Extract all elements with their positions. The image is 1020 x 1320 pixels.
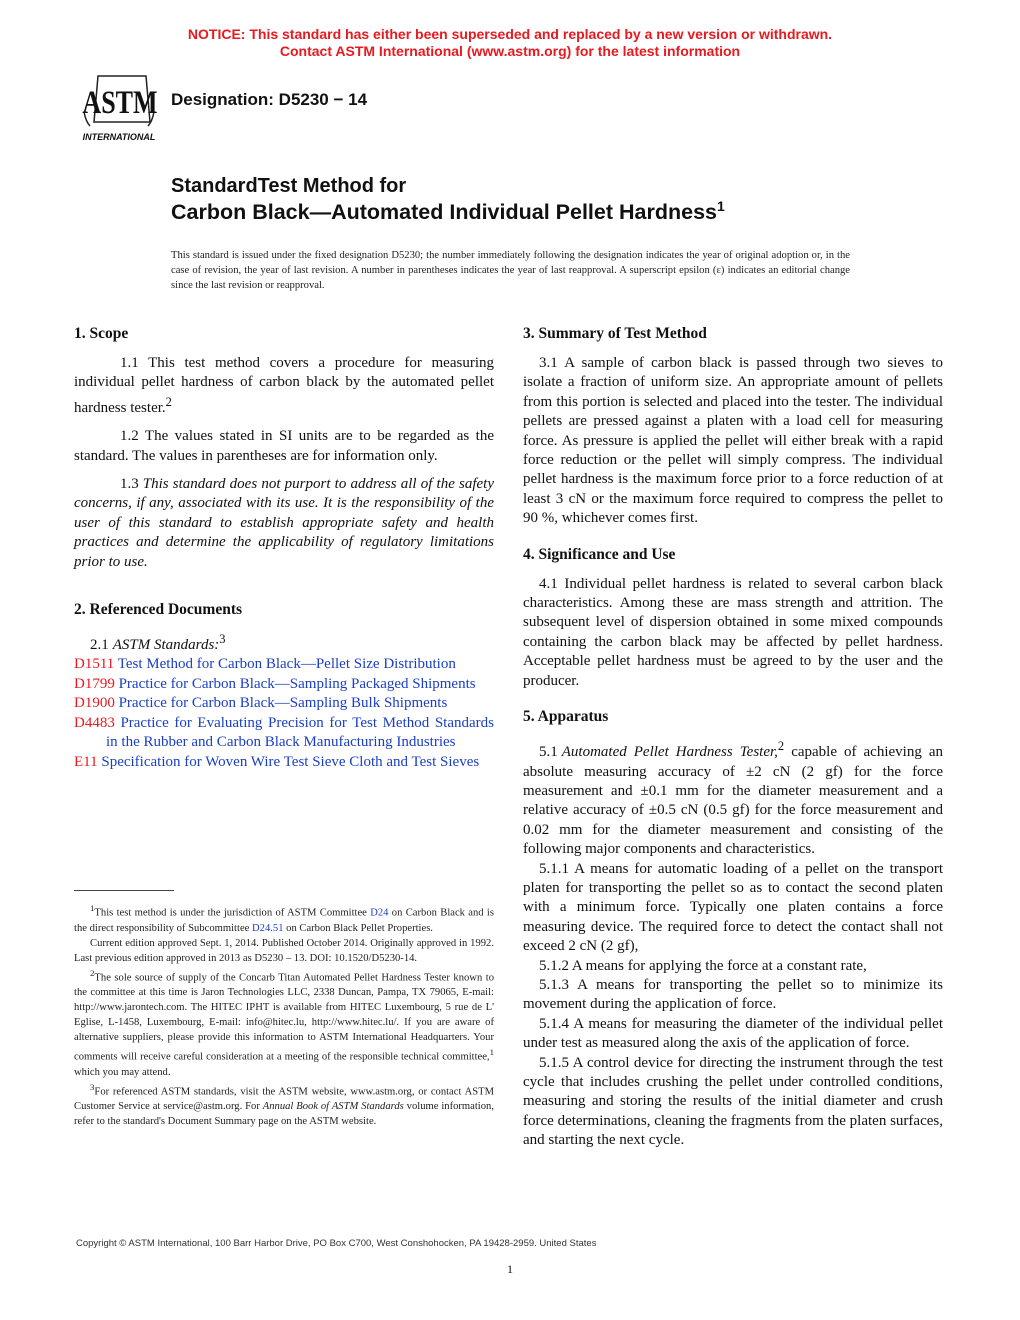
- section-referenced-documents: [74, 600, 494, 772]
- summary-heading: 3. Summary of Test Method: [523, 325, 707, 342]
- notice-line-1: NOTICE: This standard has either been superseded and replaced by a new version or withdrawn.: [187, 26, 833, 42]
- apparatus-heading: 5. Apparatus: [523, 708, 609, 726]
- apparatus-5-1-4: 5.1.4 A means for measuring the diameter of the individual pellet under test as measured along the axis of the application of force.: [523, 1015, 943, 1052]
- ref-item[interactable]: D4483 Practice for Evaluating Precision for Test Method Standards in the Rubber and Carbon Black Manufacturing Industries: [74, 714, 494, 751]
- footnote-divider: [74, 890, 174, 891]
- summary-3-1: 3.1 A sample of carbon black is passed through two sieves to isolate a fraction of uniform size. An appropriate amount of pellets from this portion is selected and placed into the tester. The individual pellets are pressed against a platen with a load cell for measuring force. As pressure is applied the pellet will either break with a rapid force reduction or the pellet will simply compress. The individual pellet hardness is the maximum force prior to a force reduction of at least 3 cN or the maximum force required to compress the pellet to 90 %, whichever comes first.: [523, 355, 943, 527]
- subcommittee-link[interactable]: D24.51: [252, 922, 284, 934]
- svg-text:ASTM: ASTM: [82, 85, 158, 121]
- title-footnote-mark: 1: [716, 198, 725, 214]
- apparatus-5-1-1: 5.1.1 A means for automatic loading of a pellet on the transport platen for transporting the pellet so as to contact the second platen with a minimum force. Typically one platen contains a force measuring device. The required force to detect the contact shall not exceed 2 cN (2 gf),: [523, 860, 943, 955]
- refdocs-heading: 2. Referenced Documents: [74, 601, 243, 619]
- title-main: Carbon Black—Automated Individual Pellet Hardness: [171, 200, 717, 225]
- scope-heading: 1. Scope: [74, 325, 129, 342]
- ref-item[interactable]: D1511 Test Method for Carbon Black—Pellet Size Distribution: [74, 656, 456, 673]
- footnotes: [74, 901, 494, 1129]
- footnote-2: $^2$The sole source of supply of the Concarb Titan Automated Pellet Hardness Tester known to the committee at this time is Jaron Technologies LLC, 2338 Duncan, Pampa, TX 79065, E-mail: http://www.jarontech.com. The HITEC IPHT is available from HITEC Luxembourg, 5 rue de L' Eglise, L-1458, Luxembourg, E-mail: info@hitec.lu, http://www.hitec.lu/. If you are aware of alternative suppliers, please provide this information to ASTM International Headquarters. Your comments will receive careful consideration at a meeting of the responsible technical committee,$^1$ which you may attend.: [74, 967, 494, 1078]
- designation: Designation: D5230 − 14: [171, 90, 368, 109]
- footnote-3: $^3$For referenced ASTM standards, visit the ASTM website, www.astm.org, or contact ASTM Customer Service at service@astm.org. For Annual Book of ASTM Standards volume information, refer to the standard's Document Summary page on the ASTM website.: [74, 1081, 494, 1128]
- scope-1-1-sup: 2: [165, 394, 172, 409]
- withdrawal-notice: [0, 26, 1020, 60]
- apparatus-5-1: 5.1 Automated Pellet Hardness Tester,$^2$ capable of achieving an absolute measuring accuracy of ±2 cN (2 gf) for the force measurement and ±0.1 mm for the diameter measurement and a relative accuracy of ±0.5 cN (0.5 gf) for the force measurement and 0.02 mm for the diameter measurement and consisting of the following major components and characteristics.: [523, 739, 943, 858]
- significance-heading: 4. Significance and Use: [523, 545, 676, 563]
- scope-1-2: 1.2 The values stated in SI units are to be regarded as the standard. The values in parentheses are for information only.: [74, 428, 494, 464]
- astm-logo: [76, 72, 162, 144]
- apparatus-5-1-2: 5.1.2 A means for applying the force at a constant rate,: [539, 957, 867, 974]
- title-line-2: [171, 198, 725, 225]
- issuance-note: This standard is issued under the fixed designation D5230; the number immediately following the designation indicates the year of original adoption or, in the case of revision, the year of last revision. A number in parentheses indicates the year of last reapproval. A superscript epsilon (ε) indicates an editorial change since the last revision or reapproval.: [171, 250, 850, 291]
- left-column: [74, 324, 494, 788]
- page-number: 1: [507, 1262, 513, 1276]
- copyright-line: Copyright © ASTM International, 100 Barr Harbor Drive, PO Box C700, West Conshohocken, PA 19428-2959. United States: [76, 1238, 597, 1249]
- footnote-1-edition: Current edition approved Sept. 1, 2014. Published October 2014. Originally approved in 1992. Last previous edition approved in 2013 as D5230 – 13. DOI: 10.1520/D5230-14.: [74, 937, 494, 964]
- section-significance: [523, 545, 943, 691]
- right-column: [523, 324, 943, 1167]
- section-scope: [74, 324, 494, 572]
- refdocs-intro: 2.1 ASTM Standards:$^3$: [90, 632, 226, 654]
- scope-1-3: 1.3 This standard does not purport to address all of the safety concerns, if any, associated with its use. It is the responsibility of the user of this standard to establish appropriate safety and health practices and determine the applicability of regulatory limitations prior to use.: [74, 476, 494, 570]
- astm-logo-icon: [76, 72, 162, 144]
- apparatus-5-1-3: 5.1.3 A means for transporting the pellet so to minimize its movement during the application of force.: [523, 976, 943, 1013]
- notice-line-2: Contact ASTM International (www.astm.org) for the latest information: [279, 43, 741, 59]
- section-apparatus: [523, 707, 943, 1151]
- ref-item[interactable]: D1900 Practice for Carbon Black—Sampling Bulk Shipments: [74, 695, 448, 712]
- section-summary: [523, 324, 943, 529]
- footnote-1: $^1$This test method is under the jurisdiction of ASTM Committee D24 on Carbon Black and is the direct responsibility of Subcommittee D24.51 on Carbon Black Pellet Properties.: [74, 903, 494, 934]
- apparatus-5-1-5: 5.1.5 A control device for directing the instrument through the test cycle that includes crushing the pellet under controlled conditions, measuring and storing the results of the initial diameter and crush force determinations, cleaning the fragments from the platen surfaces, and starting the next cycle.: [523, 1054, 943, 1149]
- committee-link[interactable]: D24: [370, 907, 389, 919]
- ref-item[interactable]: D1799 Practice for Carbon Black—Sampling Packaged Shipments: [74, 675, 476, 692]
- ref-item[interactable]: E11 Specification for Woven Wire Test Sieve Cloth and Test Sieves: [74, 753, 480, 770]
- scope-1-1: 1.1 This test method covers a procedure for measuring individual pellet hardness of carbon black by the automated pellet hardness tester.$^2$: [74, 355, 494, 416]
- logo-caption: INTERNATIONAL: [82, 132, 156, 142]
- significance-4-1: 4.1 Individual pellet hardness is related to several carbon black characteristics. Among these are mass strength and attrition. The subsequent level of dispersion obtained in some mixed compounds containing the carbon black may be affected by pellet hardness. Acceptable pellet hardness must be agreed to by the user and the producer.: [523, 575, 943, 689]
- title-line-1: StandardTest Method for: [171, 175, 407, 197]
